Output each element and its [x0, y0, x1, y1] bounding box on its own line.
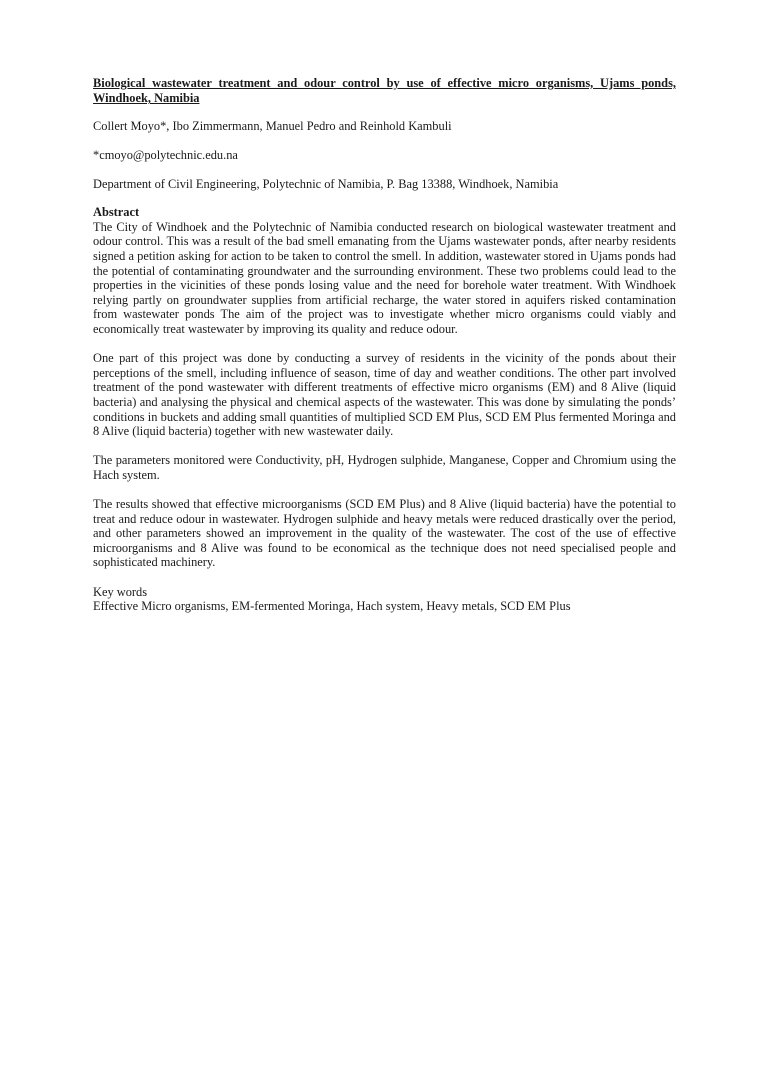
abstract-paragraph: The results showed that effective microorganisms (SCD EM Plus) and 8 Alive (liquid bacteria) have the potential to treat and reduce odour in wastewater. Hydrogen sulphide and heavy metals were reduced drastically over the period, and other parameters showed an improvement in the quality of the wastewater. The cost of the use of effective microorganisms and 8 Alive was found to be economical as the technique does not need specialised people and sophisticated machinery.	[93, 497, 676, 570]
keywords-heading: Key words	[93, 584, 148, 599]
corresponding-email: *cmoyo@polytechnic.edu.na	[93, 148, 238, 162]
paper-title: Biological wastewater treatment and odour control by use of effective micro organisms, Ujams ponds, Windhoek, Namibia	[93, 76, 676, 106]
paper-page	[93, 76, 676, 614]
abstract-body	[93, 220, 676, 570]
abstract-paragraph: The City of Windhoek and the Polytechnic of Namibia conducted research on biological wastewater treatment and odour control. This was a result of the bad smell emanating from the Ujams wastewater ponds, after nearby residents signed a petition asking for action to be taken to control the smell. In addition, wastewater stored in Ujams ponds had the potential of contaminating groundwater and the surrounding environment. These two problems could lead to the properties in the vicinities of these ponds losing value and the need for borehole water treatment. With Windhoek relying partly on groundwater supplies from artificial recharge, the water stored in aquifers risked contamination from wastewater ponds The aim of the project was to investigate whether micro organisms could viably and economically treat wastewater by improving its quality and reduce odour.	[93, 219, 676, 336]
keywords-list: Effective Micro organisms, EM-fermented Moringa, Hach system, Heavy metals, SCD EM Plus	[93, 599, 571, 614]
affiliation: Department of Civil Engineering, Polytechnic of Namibia, P. Bag 13388, Windhoek, Namibia	[93, 176, 559, 191]
abstract-paragraph: The parameters monitored were Conductivity, pH, Hydrogen sulphide, Manganese, Copper and Chromium using the Hach system.	[93, 453, 676, 482]
author-list: Collert Moyo*, Ibo Zimmermann, Manuel Pedro and Reinhold Kambuli	[93, 119, 452, 134]
abstract-paragraph: One part of this project was done by conducting a survey of residents in the vicinity of the ponds about their perceptions of the smell, including influence of season, time of day and weather conditions. The other part involved treatment of the pond wastewater with different treatments of effective micro organisms (EM) and 8 Alive (liquid bacteria) and analysing the physical and chemical aspects of the wastewater. This was done by simulating the ponds’ conditions in buckets and adding small quantities of multiplied SCD EM Plus, SCD EM Plus fermented Moringa and 8 Alive (liquid bacteria) together with new wastewater daily.	[93, 351, 676, 439]
abstract-heading: Abstract	[93, 205, 140, 220]
